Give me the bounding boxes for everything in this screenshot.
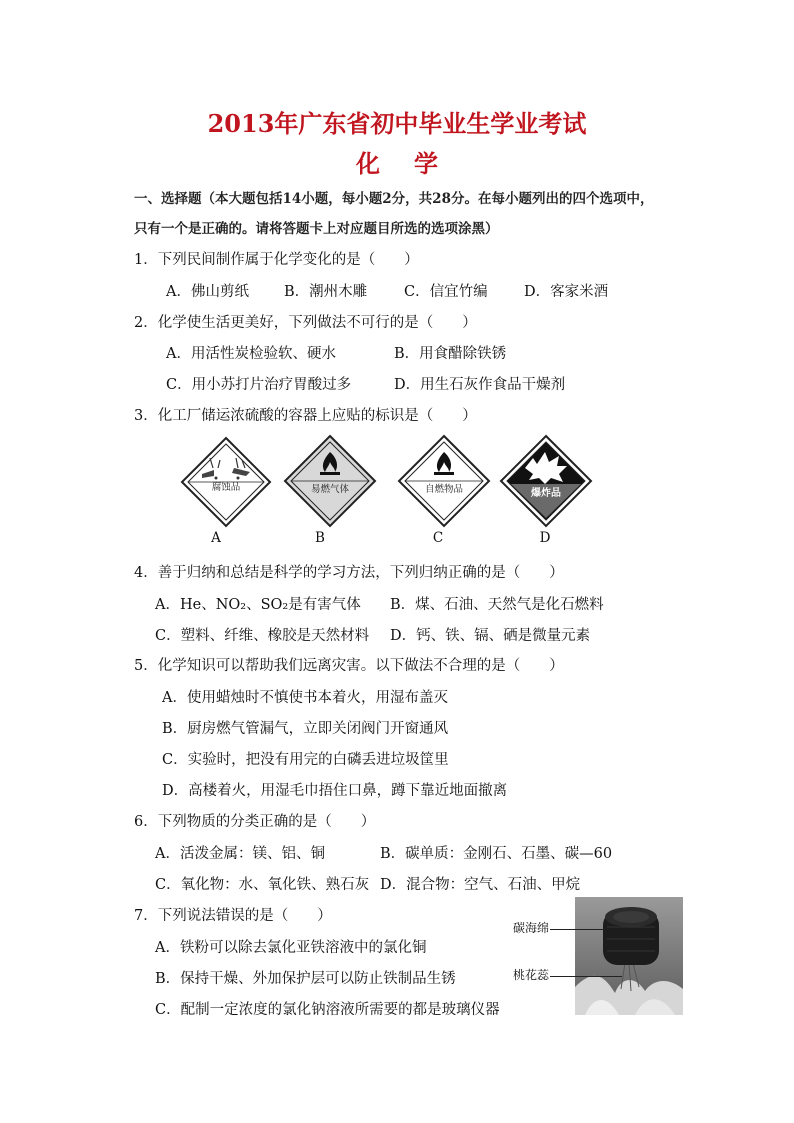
q5-option-b: B．厨房燃气管漏气，立即关闭阀门开窗通风: [162, 721, 449, 737]
q1-option-b: B．潮州木雕: [284, 284, 368, 300]
q1-option-d: D．客家米酒: [524, 284, 609, 300]
q4-option-b: B．煤、石油、天然气是化石燃料: [390, 597, 604, 613]
sign-b-label: 易燃气体: [310, 485, 350, 495]
q6-option-c: C．氧化物：水、氧化铁、熟石灰: [155, 877, 370, 893]
q7-option-a: A．铁粉可以除去氯化亚铁溶液中的氯化铜: [155, 940, 427, 956]
sign-c-label: 自燃物品: [424, 485, 464, 495]
sign-d-letter: D: [539, 530, 551, 546]
q6-option-b: B．碳单质：金刚石、石墨、碳—60: [380, 846, 613, 862]
q7-option-b: B．保持干燥、外加保护层可以防止铁制品生锈: [155, 971, 456, 987]
q1-option-a: A．佛山剪纸: [166, 284, 249, 300]
stamen-label: 桃花蕊: [513, 968, 550, 982]
q2-option-d: D．用生石灰作食品干燥剂: [394, 377, 566, 393]
section-instructions-line1: 一、选择题（本大题包括14小题，每小题2分，共28分。在每小题列出的四个选项中，: [134, 191, 654, 207]
explosive-sign-icon: [499, 434, 593, 528]
sign-a-label: 腐蚀品: [211, 483, 241, 493]
sign-d-label: 爆炸品: [531, 488, 561, 499]
spontaneous-combustion-sign-icon: [397, 434, 491, 528]
question-7-stem: 7．下列说法错误的是（ ）: [134, 908, 332, 924]
sign-c-letter: C: [432, 530, 444, 546]
question-2-stem: 2．化学使生活更美好，下列做法不可行的是（ ）: [134, 315, 477, 331]
stamen-leader-line: [550, 976, 622, 977]
q4-option-d: D．钙、铁、镉、硒是微量元素: [390, 628, 591, 644]
q5-option-a: A．使用蜡烛时不慎使书本着火，用湿布盖灭: [162, 690, 448, 706]
q4-option-a: A．He、NO₂、SO₂是有害气体: [155, 597, 361, 613]
q5-option-d: D．高楼着火，用湿毛巾捂住口鼻，蹲下靠近地面撤离: [162, 783, 508, 799]
q2-option-b: B．用食醋除铁锈: [394, 346, 507, 362]
question-1-stem: 1．下列民间制作属于化学变化的是（ ）: [134, 252, 419, 268]
flammable-gas-sign-icon: [283, 434, 377, 528]
q5-option-c: C．实验时，把没有用完的白磷丢进垃圾筐里: [162, 752, 449, 768]
question-6-stem: 6．下列物质的分类正确的是（ ）: [134, 814, 376, 830]
question-5-stem: 5．化学知识可以帮助我们远离灾害。以下做法不合理的是（ ）: [134, 658, 564, 674]
subject-title: 化学: [356, 149, 472, 178]
question-4-stem: 4．善于归纳和总结是科学的学习方法，下列归纳正确的是（ ）: [134, 565, 564, 581]
carbon-sponge-label: 碳海绵: [513, 921, 550, 935]
q2-option-c: C．用小苏打片治疗胃酸过多: [166, 377, 352, 393]
carbon-sponge-leader-line: [550, 929, 605, 930]
q1-option-c: C．信宜竹编: [404, 284, 488, 300]
corrosive-sign-icon: [180, 436, 272, 528]
sign-a-letter: A: [211, 530, 221, 546]
q6-option-a: A．活泼金属：镁、铝、铜: [155, 846, 325, 862]
q7-option-c: C．配制一定浓度的氯化钠溶液所需要的都是玻璃仪器: [155, 1002, 500, 1018]
carbon-sponge-photo: [575, 897, 683, 1015]
q4-option-c: C．塑料、纤维、橡胶是天然材料: [155, 628, 370, 644]
sign-b-letter: B: [315, 530, 325, 546]
exam-title: 2013年广东省初中毕业生学业考试: [207, 109, 587, 138]
section-instructions-line2: 只有一个是正确的。请将答题卡上对应题目所选的选项涂黑）: [134, 221, 499, 237]
question-3-stem: 3．化工厂储运浓硫酸的容器上应贴的标识是（ ）: [134, 408, 477, 424]
q2-option-a: A．用活性炭检验软、硬水: [166, 346, 336, 362]
q6-option-d: D．混合物：空气、石油、甲烷: [380, 877, 581, 893]
